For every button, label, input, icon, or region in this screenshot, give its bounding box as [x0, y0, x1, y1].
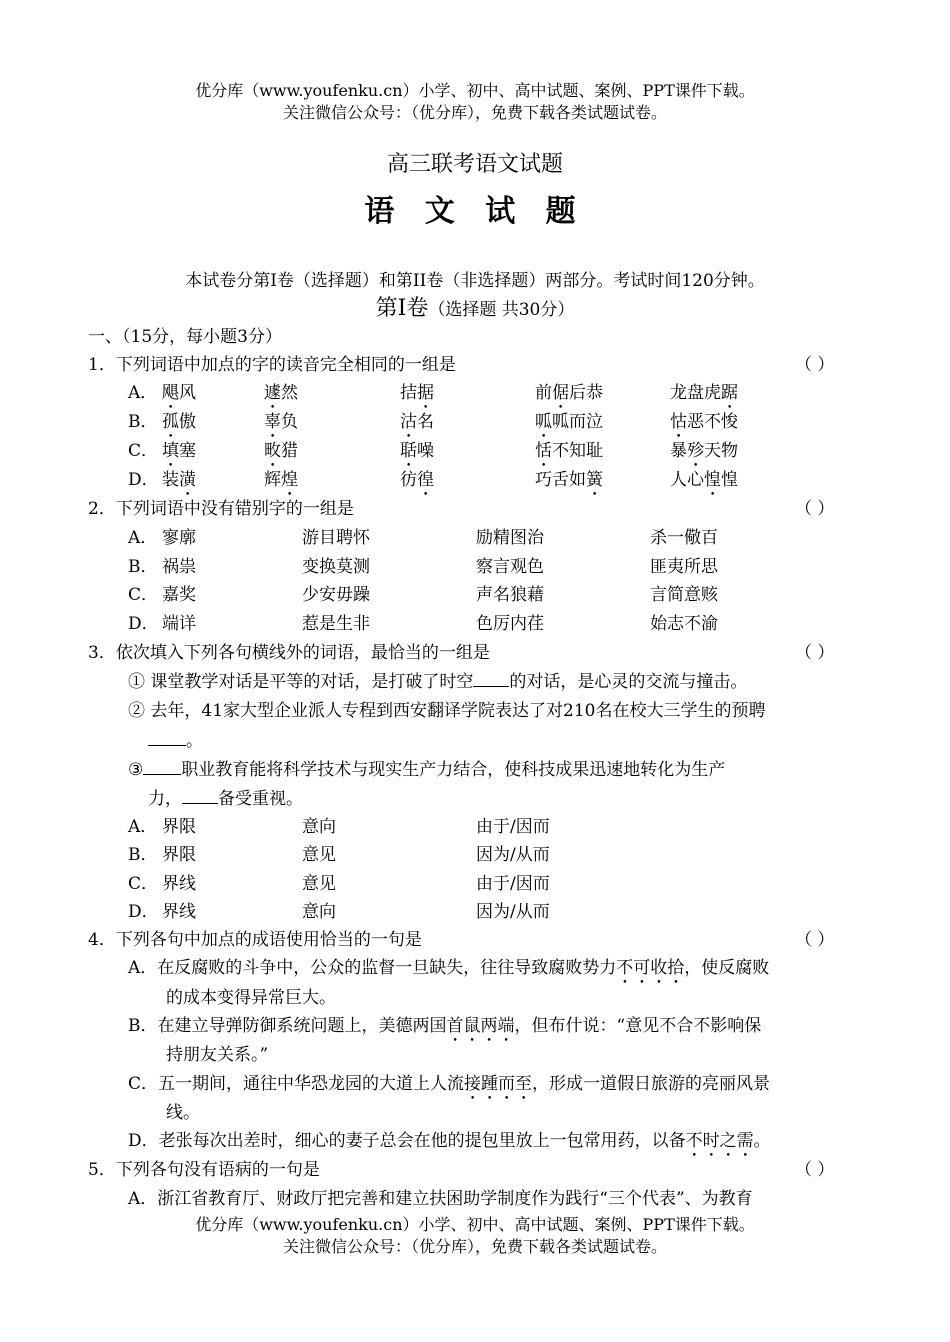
q4-stem-line	[0, 925, 950, 953]
q2-a-opt1: 寥廓	[162, 528, 196, 548]
q1-c-label: C．	[128, 441, 159, 461]
footer-line-1: 优分库（www.youfenku.cn）小学、初中、高中试题、案例、PPT课件下载。	[195, 1215, 755, 1234]
q1-d-opt2: 辉煌	[264, 470, 298, 490]
q2-d-opt2: 惹是生非	[302, 614, 370, 634]
q2-c-opt2: 少安毋躁	[302, 585, 370, 605]
q3-row-d	[0, 897, 950, 925]
q3-s2-cont	[148, 726, 203, 751]
q4-option-b-cont	[0, 1040, 950, 1068]
q2-b-label: B．	[128, 557, 158, 577]
q4-a-part1: A．在反腐败的斗争中，公众的监督一旦缺失，往往导致腐败势力	[128, 958, 617, 978]
header-line-2: 关注微信公众号：（优分库），免费下载各类试题试卷。	[282, 103, 667, 122]
q3-b-opt1: 界限	[162, 845, 196, 865]
q3-a-opt3: 由于/因而	[476, 817, 550, 837]
q3-answer-paren: （ ）	[795, 643, 835, 663]
q2-a-label: A．	[128, 528, 158, 548]
q1-a-opt4: 前倨后恭	[535, 383, 603, 403]
q2-row-d	[0, 609, 950, 637]
q1-row-d	[0, 465, 950, 493]
section-note: （选择题 共30分）	[428, 300, 575, 320]
exam-title: 高三联考语文试题	[386, 152, 563, 177]
q1-stem: 1．下列词语中加点的字的读音完全相同的一组是	[88, 355, 456, 375]
q1-a-opt3: 拮据	[400, 383, 434, 403]
q1-b-opt2: 辜负	[264, 412, 298, 432]
q3-sentence-3	[0, 755, 950, 783]
header-line-1: 优分库（www.youfenku.cn）小学、初中、高中试题、案例、PPT课件下载。	[195, 81, 755, 100]
q2-a-opt4: 杀一儆百	[650, 528, 718, 548]
q3-c-opt2: 意见	[302, 874, 336, 894]
q3-row-b	[0, 840, 950, 868]
q4-b-idiom: 首鼠两端	[446, 1016, 515, 1036]
q3-sentence-2	[0, 696, 950, 724]
q4-option-b	[0, 1011, 950, 1039]
q3-s2-part-b: 。	[186, 731, 203, 751]
q3-row-a	[0, 812, 950, 840]
q1-b-opt4: 呱呱而泣	[535, 412, 603, 432]
q1-a-opt2: 遽然	[264, 383, 298, 403]
section-heading	[0, 291, 950, 322]
q4-a-idiom: 不可收拾	[616, 958, 685, 978]
q5-a-part1: A．浙江省教育厅、财政厅把完善和建立扶困助学制度作为践行“三个代表”、为教育	[128, 1189, 753, 1209]
q4-option-a	[0, 953, 950, 981]
q2-d-label: D．	[128, 614, 159, 634]
q3-s3-cont	[148, 784, 303, 809]
q5-stem-line	[0, 1155, 950, 1183]
q3-s3-part-b: 职业教育能将科学技术与现实生产力结合，使科技成果迅速地转化为生产	[181, 760, 726, 780]
q1-row-a	[0, 378, 950, 406]
q3-d-opt2: 意向	[302, 902, 336, 922]
q3-b-opt2: 意见	[302, 845, 336, 865]
q3-a-opt1: 界限	[162, 817, 196, 837]
q3-c-opt1: 界线	[162, 874, 196, 894]
q4-option-a-cont	[0, 983, 950, 1011]
q3-stem: 3．依次填入下列各句横线外的词语，最恰当的一组是	[88, 643, 490, 663]
q3-c-opt3: 由于/因而	[476, 874, 550, 894]
q2-c-opt1: 嘉奖	[162, 585, 196, 605]
q1-c-opt5: 暴殄天物	[670, 441, 738, 461]
q4-d-part1: D．老张每次出差时，细心的妻子总会在他的提包里放上一包常用药，以备	[128, 1131, 686, 1151]
q5-stem: 5．下列各句没有语病的一句是	[88, 1160, 320, 1180]
q1-d-opt5: 人心惶惶	[670, 470, 738, 490]
q4-a-part3: 的成本变得异常巨大。	[166, 988, 336, 1008]
q3-blank-3	[143, 758, 181, 775]
q3-d-opt1: 界线	[162, 902, 196, 922]
q2-row-b	[0, 552, 950, 580]
q3-s1-part-b: 的对话，是心灵的交流与撞击。	[509, 672, 748, 692]
q2-d-opt4: 始志不渝	[650, 614, 718, 634]
q2-b-opt3: 察言观色	[476, 557, 544, 577]
q3-s3-text	[128, 755, 725, 780]
q4-c-idiom: 接踵而至	[464, 1074, 533, 1094]
q4-d-part2: 。	[753, 1131, 771, 1151]
q2-answer-paren: （ ）	[795, 499, 835, 519]
section-main: 第I卷	[375, 296, 429, 321]
q1-answer-paren: （ ）	[795, 355, 835, 375]
footer-line-2: 关注微信公众号：（优分库），免费下载各类试题试卷。	[282, 1237, 667, 1256]
q1-a-opt5: 龙盘虎踞	[670, 383, 738, 403]
q2-d-opt1: 端详	[162, 614, 196, 634]
q3-d-opt3: 因为/从而	[476, 902, 550, 922]
q1-d-opt4: 巧舌如簧	[535, 470, 603, 490]
q1-b-label: B．	[128, 412, 158, 432]
q3-b-label: B．	[128, 845, 158, 865]
q3-a-opt2: 意向	[302, 817, 336, 837]
q1-b-opt3: 沽名	[400, 412, 434, 432]
q3-sentence-2-cont	[0, 726, 950, 754]
q2-c-opt3: 声名狼藉	[476, 585, 544, 605]
q3-blank-1	[473, 670, 509, 687]
q2-stem: 2．下列词语中没有错别字的一组是	[88, 499, 354, 519]
q1-b-opt5: 怙恶不悛	[670, 412, 738, 432]
q4-b-part3: 持朋友关系。”	[166, 1045, 269, 1065]
q3-sentence-1	[0, 667, 950, 695]
q2-b-opt4: 匪夷所思	[650, 557, 718, 577]
q3-s3-part-c: 力，	[148, 789, 182, 809]
q2-stem-line	[0, 494, 950, 522]
q3-s3-marker: ③	[128, 760, 144, 780]
subject-title: 语 文 试 题	[364, 194, 586, 229]
q2-row-c	[0, 580, 950, 608]
q3-a-label: A．	[128, 817, 158, 837]
q3-blank-4	[182, 787, 218, 804]
q1-a-label: A．	[128, 383, 158, 403]
q1-b-opt1: 孤傲	[162, 412, 196, 432]
q2-d-opt3: 色厉内荏	[476, 614, 544, 634]
q1-c-opt1: 填塞	[162, 441, 196, 461]
q5-answer-paren: （ ）	[795, 1160, 835, 1180]
q4-stem: 4．下列各句中加点的成语使用恰当的一句是	[88, 930, 422, 950]
q4-c-part1: C．五一期间，通往中华恐龙园的大道上人流	[128, 1074, 465, 1094]
q3-s3-part-d: 备受重视。	[218, 789, 303, 809]
q4-c-part2: ，形成一道假日旅游的亮丽风景	[532, 1074, 771, 1094]
q3-sentence-3-cont	[0, 784, 950, 812]
q3-s2-part-a: ② 去年，41家大型企业派人专程到西安翻译学院表达了对210名在校大三学生的预聘	[128, 701, 766, 721]
q1-c-opt3: 聒噪	[400, 441, 434, 461]
q3-d-label: D．	[128, 902, 159, 922]
q1-a-opt1: 飓风	[162, 383, 196, 403]
q1-row-c	[0, 436, 950, 464]
q2-row-a	[0, 523, 950, 551]
q4-option-d	[0, 1126, 950, 1154]
q3-blank-2	[148, 729, 186, 746]
q2-b-opt1: 祸祟	[162, 557, 196, 577]
q3-b-opt3: 因为/从而	[476, 845, 550, 865]
part-heading: 一、（15分，每小题3分）	[88, 327, 282, 347]
q3-stem-line	[0, 638, 950, 666]
q3-s1-text	[128, 667, 747, 692]
q1-c-opt4: 恬不知耻	[535, 441, 603, 461]
q4-option-c	[0, 1069, 950, 1097]
q3-row-c	[0, 869, 950, 897]
q4-a-part2: ，使反腐败	[684, 958, 770, 978]
q5-option-a	[0, 1184, 950, 1212]
q4-c-part3: 线。	[166, 1103, 200, 1123]
q4-answer-paren: （ ）	[795, 930, 835, 950]
q2-a-opt2: 游目聘怀	[302, 528, 370, 548]
q1-row-b	[0, 407, 950, 435]
q1-d-opt3: 彷徨	[400, 470, 434, 490]
q2-a-opt3: 励精图治	[476, 528, 544, 548]
q1-stem-line	[0, 350, 950, 378]
q1-d-opt1: 装潢	[162, 470, 196, 490]
q2-c-label: C．	[128, 585, 159, 605]
q3-s1-part-a: ① 课堂教学对话是平等的对话，是打破了时空	[128, 672, 474, 692]
q4-option-c-cont	[0, 1098, 950, 1126]
q1-c-opt2: 畋猎	[264, 441, 298, 461]
q1-d-label: D．	[128, 470, 159, 490]
intro-text: 本试卷分第I卷（选择题）和第II卷（非选择题）两部分。考试时间120分钟。	[185, 271, 765, 291]
q4-d-idiom: 不时之需	[685, 1131, 754, 1151]
q2-b-opt2: 变换莫测	[302, 557, 370, 577]
q2-c-opt4: 言简意赅	[650, 585, 718, 605]
q4-b-part2: ，但布什说：“意见不合不影响保	[514, 1016, 762, 1036]
q3-c-label: C．	[128, 874, 159, 894]
q4-b-part1: B．在建立导弹防御系统问题上，美德两国	[128, 1016, 447, 1036]
